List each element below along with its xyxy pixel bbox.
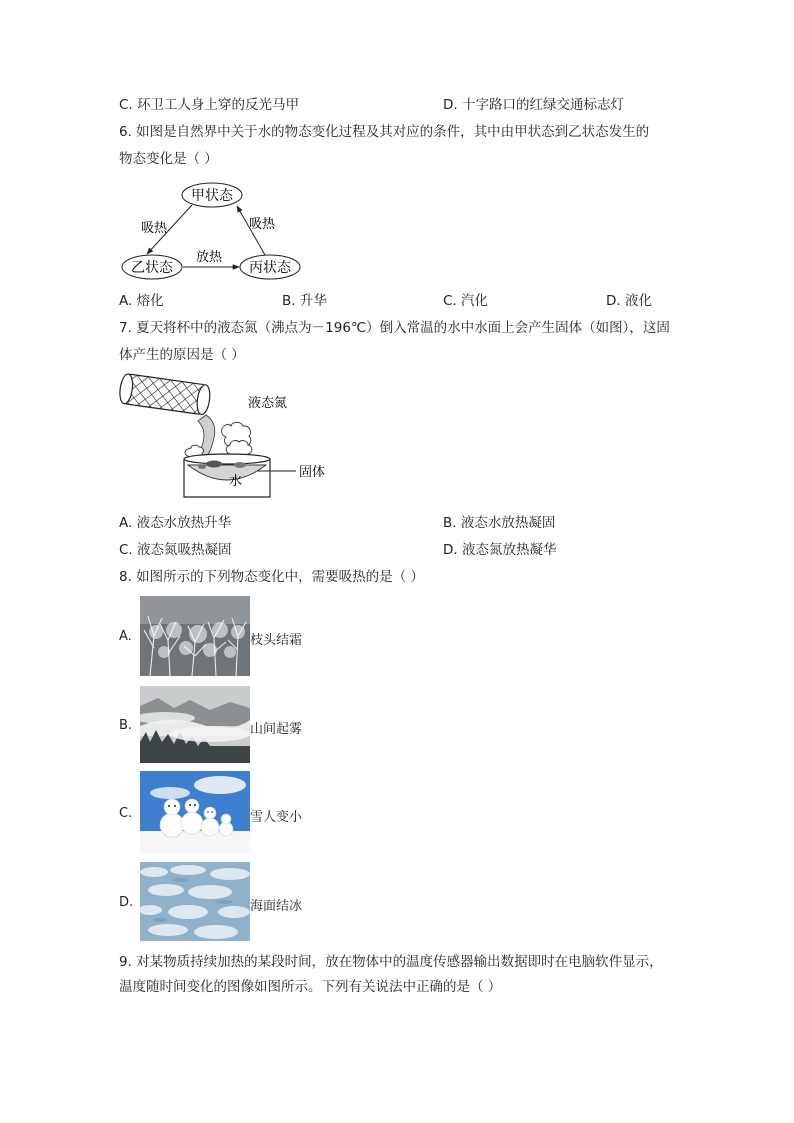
- arrow-a-to-b-label: 吸热: [141, 221, 168, 236]
- q9-stem-line2: 温度随时间变化的图像如图所示。下列有关说法中正确的是（ ）: [119, 979, 502, 995]
- q7-option-a: A. 液态水放热升华: [119, 515, 232, 531]
- q5-option-d: D. 十字路口的红绿交通标志灯: [443, 97, 624, 113]
- cup: [118, 373, 211, 415]
- q8-option-b-caption: 山间起雾: [250, 722, 303, 737]
- snowmen-photo: [140, 771, 250, 853]
- q7-stem-line2: 体产生的原因是（ ）: [119, 347, 245, 363]
- q7-option-d: D. 液态氮放热凝华: [443, 542, 557, 558]
- state-b-label: 乙状态: [131, 260, 173, 276]
- q9-stem-line1: 9. 对某物质持续加热的某段时间，放在物体中的温度传感器输出数据即时在电脑软件显示，: [119, 954, 663, 970]
- q6-state-cycle-diagram: [115, 178, 315, 283]
- nitrogen-label: 液态氮: [248, 396, 288, 411]
- q7-stem-line1: 7. 夏天将杯中的液态氮（沸点为－196℃）倒入常温的水中水面上会产生固体（如图），这固: [119, 320, 670, 336]
- q8-option-a-caption: 枝头结霜: [250, 633, 303, 648]
- q6-option-c: C. 汽化: [443, 293, 489, 309]
- q6-option-d: D. 液化: [606, 293, 652, 309]
- q8-option-c-caption: 雪人变小: [250, 810, 303, 825]
- water-label: 水: [229, 474, 243, 489]
- bowl: [184, 454, 270, 497]
- frost-branches-photo: [140, 596, 250, 676]
- q8-option-d-caption: 海面结冰: [250, 899, 303, 914]
- q8-option-d-letter: D.: [119, 895, 134, 910]
- q8-stem: 8. 如图所示的下列物态变化中，需要吸热的是（ ）: [119, 569, 424, 585]
- q5-option-c: C. 环卫工人身上穿的反光马甲: [119, 97, 300, 113]
- q7-option-c: C. 液态氮吸热凝固: [119, 542, 232, 558]
- mountain-fog-photo: [140, 686, 250, 763]
- state-c-label: 丙状态: [249, 260, 291, 276]
- solid-label: 固体: [299, 465, 326, 480]
- q6-stem-line2: 物态变化是（ ）: [119, 151, 218, 167]
- q7-liquid-nitrogen-figure: [118, 373, 338, 503]
- q6-stem-line1: 6. 如图是自然界中关于水的物态变化过程及其对应的条件，其中由甲状态到乙状态发生的: [119, 124, 650, 140]
- q6-option-b: B. 升华: [282, 293, 327, 309]
- q8-option-c-letter: C.: [119, 806, 133, 821]
- q7-option-b: B. 液态水放热凝固: [443, 515, 556, 531]
- q6-option-a: A. 熔化: [119, 293, 164, 309]
- arrow-b-to-c-label: 放热: [196, 250, 223, 265]
- state-a-label: 甲状态: [191, 188, 233, 204]
- q8-option-a-letter: A.: [119, 629, 132, 644]
- arrow-c-to-a-label: 吸热: [249, 217, 276, 232]
- vapor-cloud: [185, 422, 252, 459]
- q8-option-b-letter: B.: [119, 718, 133, 733]
- frozen-sea-photo: [140, 862, 250, 941]
